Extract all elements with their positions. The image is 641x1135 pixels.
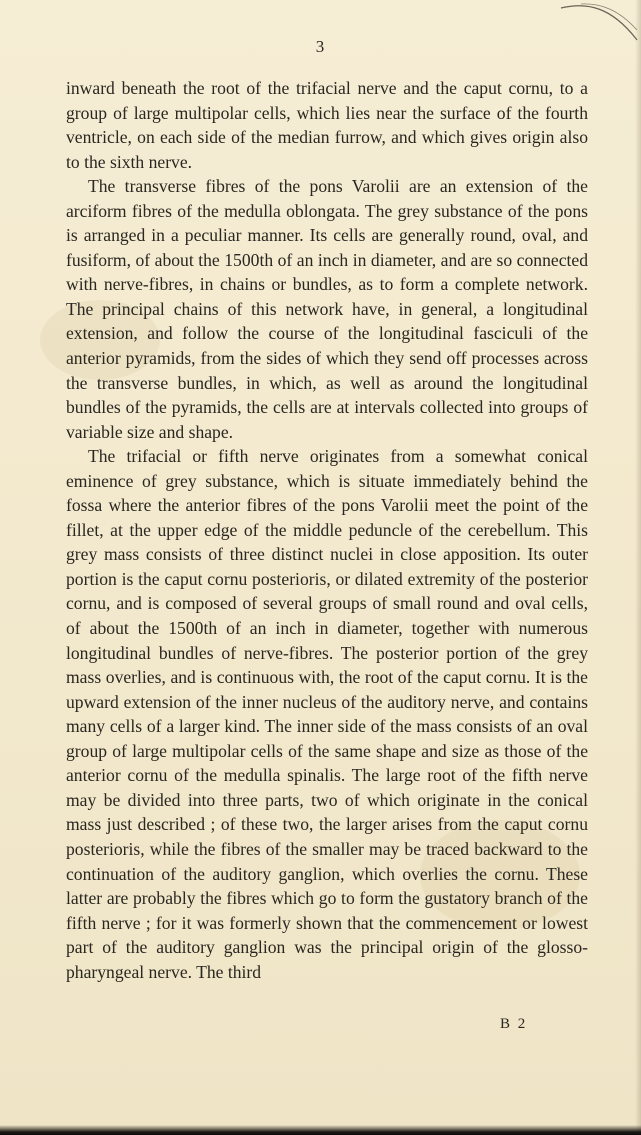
- paragraph: The transverse fibres of the pons Varolii are an extension of the arciform fibres of the medulla oblongata. The grey substance of the pons is arranged in a peculiar manner. Its cells are generally round, oval, and fusiform, of about the 1500th of an inch in diameter, and are so connected with nerve-fibres, in chains or bundles, as to form a complete network. The principal chains of this network have, in general, a longitudinal extension, and follow the course of the longitudinal fasciculi of the anterior pyramids, from the sides of which they send off processes across the transverse bundles, in which, as well as around the longitudinal bundles of the pyramids, the cells are at intervals collected into groups of variable size and shape.: [66, 176, 588, 442]
- paragraph: The trifacial or fifth nerve originates from a somewhat conical eminence of grey substance, which is situate immediately behind the fossa where the anterior fibres of the pons Varolii meet the point of the fillet, at the upper edge of the middle peduncle of the cerebellum. This grey mass consists of three distinct nuclei in close apposition. Its outer portion is the caput cornu posterioris, or dilated extremity of the posterior cornu, and is composed of several groups of small round and oval cells, of about the 1500th of an inch in diameter, together with numerous longitudinal bundles of nerve-fibres. The posterior portion of the grey mass overlies, and is continuous with, the root of the caput cornu. It is the upward extension of the inner nucleus of the auditory nerve, and contains many cells of a larger kind. The inner side of the mass consists of an oval group of large multipolar cells of the same shape and size as those of the anterior cornu of the medulla spinalis. The large root of the fifth nerve may be divided into three parts, two of which originate in the conical mass just described ; of these two, the larger arises from the caput cornu posterioris, while the fibres of the smaller may be traced backward to the continuation of the auditory ganglion, which overlies the cornu. These latter are probably the fibres which go to form the gustatory branch of the fifth nerve ; for it was formerly shown that the commencement or lowest part of the auditory ganglion was the principal origin of the glosso-pharyngeal nerve. The third: [66, 446, 588, 982]
- page-bottom-edge: [0, 1125, 641, 1135]
- body-text: [66, 76, 588, 984]
- page-edge-shadow: [635, 0, 641, 1135]
- paragraph: inward beneath the root of the trifacial nerve and the caput cornu, to a group of large multipolar cells, which lies near the surface of the fourth ventricle, on each side of the median furrow, and which gives origin also to the sixth nerve.: [66, 78, 588, 172]
- page-number: 3: [315, 37, 326, 56]
- signature-mark: B 2: [500, 1016, 528, 1032]
